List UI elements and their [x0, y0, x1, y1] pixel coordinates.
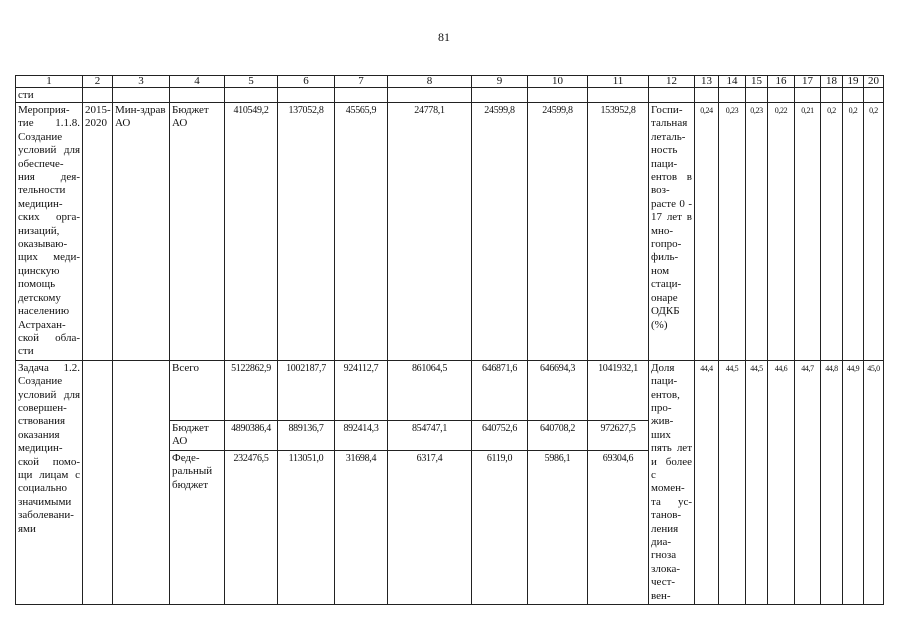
amount-cell: 113051,0: [278, 451, 335, 605]
amount-cell: 24599,8: [472, 103, 528, 361]
target-value: 0,23: [746, 103, 768, 361]
target-value: 0,21: [795, 103, 821, 361]
col-header: 13: [695, 76, 719, 88]
col-header: 19: [843, 76, 864, 88]
target-value: 0,2: [864, 103, 884, 361]
col-header: 18: [821, 76, 843, 88]
table-row: [16, 103, 884, 361]
amount-cell: 232476,5: [225, 451, 278, 605]
task-name: Задача 1.2. Создание условий для совершен-ствования оказания медицин-ской помо-щи лицам с социально значимыми заболевани-ями: [16, 360, 83, 604]
target-value: 44,5: [746, 360, 768, 604]
page-number: 81: [438, 30, 450, 44]
target-value: 44,8: [821, 360, 843, 604]
funding-source: Феде-ральный бюджет: [170, 451, 225, 605]
indicator-name: Госпи-тальная леталь-ность паци-ентов в воз-расте 0 - 17 лет в мно-гопро-филь-ном стаци-онаре ОДКБ (%): [649, 103, 695, 361]
amount-cell: 5986,1: [528, 451, 588, 605]
amount-cell: 31698,4: [335, 451, 388, 605]
target-value: 0,22: [768, 103, 795, 361]
amount-cell: 640708,2: [528, 421, 588, 451]
col-header: 8: [388, 76, 472, 88]
amount-cell: 924112,7: [335, 360, 388, 420]
col-header: 17: [795, 76, 821, 88]
executor: Мин-здрав АО: [113, 103, 170, 361]
funding-source: Всего: [170, 360, 225, 420]
amount-cell: 4890386,4: [225, 421, 278, 451]
target-value: 44,5: [719, 360, 746, 604]
col-header: 14: [719, 76, 746, 88]
funding-source: Бюджет АО: [170, 103, 225, 361]
measure-name: Мероприя-тие 1.1.8. Создание условий для обеспече-ния дея-тельности медицин-ских орга-низаций, оказываю-щих меди-цинскую помощь детскому населению Астрахан-ской обла-сти: [16, 103, 83, 361]
years: 2015-2020: [83, 103, 113, 361]
target-value: 0,2: [821, 103, 843, 361]
amount-cell: 646694,3: [528, 360, 588, 420]
table-row: [16, 360, 884, 420]
col-header: 3: [113, 76, 170, 88]
amount-cell: 646871,6: [472, 360, 528, 420]
col-header: 15: [746, 76, 768, 88]
col-header: 7: [335, 76, 388, 88]
amount-cell: 69304,6: [588, 451, 649, 605]
column-number-row: [16, 76, 884, 88]
target-value: 0,24: [695, 103, 719, 361]
target-value: 0,23: [719, 103, 746, 361]
program-table: [15, 75, 884, 605]
col-header: 4: [170, 76, 225, 88]
amount-cell: 1041932,1: [588, 360, 649, 420]
target-value: 44,4: [695, 360, 719, 604]
target-value: 45,0: [864, 360, 884, 604]
amount-cell: 861064,5: [388, 360, 472, 420]
col-header: 2: [83, 76, 113, 88]
amount-cell: 410549,2: [225, 103, 278, 361]
amount-cell: 24599,8: [528, 103, 588, 361]
col-header: 11: [588, 76, 649, 88]
target-value: 44,7: [795, 360, 821, 604]
col-header: 6: [278, 76, 335, 88]
amount-cell: 892414,3: [335, 421, 388, 451]
indicator-name: Доля паци-ентов, про-жив-ших пять лет и более с момен-та ус-танов-ления диа-гноза злока-чест-вен-: [649, 360, 695, 604]
amount-cell: 972627,5: [588, 421, 649, 451]
target-value: 44,9: [843, 360, 864, 604]
amount-cell: 6317,4: [388, 451, 472, 605]
amount-cell: 640752,6: [472, 421, 528, 451]
target-value: 0,2: [843, 103, 864, 361]
amount-cell: 24778,1: [388, 103, 472, 361]
continuation-text: сти: [16, 88, 83, 103]
amount-cell: 854747,1: [388, 421, 472, 451]
funding-source: Бюджет АО: [170, 421, 225, 451]
col-header: 1: [16, 76, 83, 88]
amount-cell: 153952,8: [588, 103, 649, 361]
amount-cell: 6119,0: [472, 451, 528, 605]
amount-cell: 889136,7: [278, 421, 335, 451]
amount-cell: 137052,8: [278, 103, 335, 361]
amount-cell: 45565,9: [335, 103, 388, 361]
col-header: 20: [864, 76, 884, 88]
continuation-row: [16, 88, 884, 103]
col-header: 16: [768, 76, 795, 88]
target-value: 44,6: [768, 360, 795, 604]
amount-cell: 1002187,7: [278, 360, 335, 420]
col-header: 5: [225, 76, 278, 88]
col-header: 10: [528, 76, 588, 88]
col-header: 12: [649, 76, 695, 88]
col-header: 9: [472, 76, 528, 88]
amount-cell: 5122862,9: [225, 360, 278, 420]
